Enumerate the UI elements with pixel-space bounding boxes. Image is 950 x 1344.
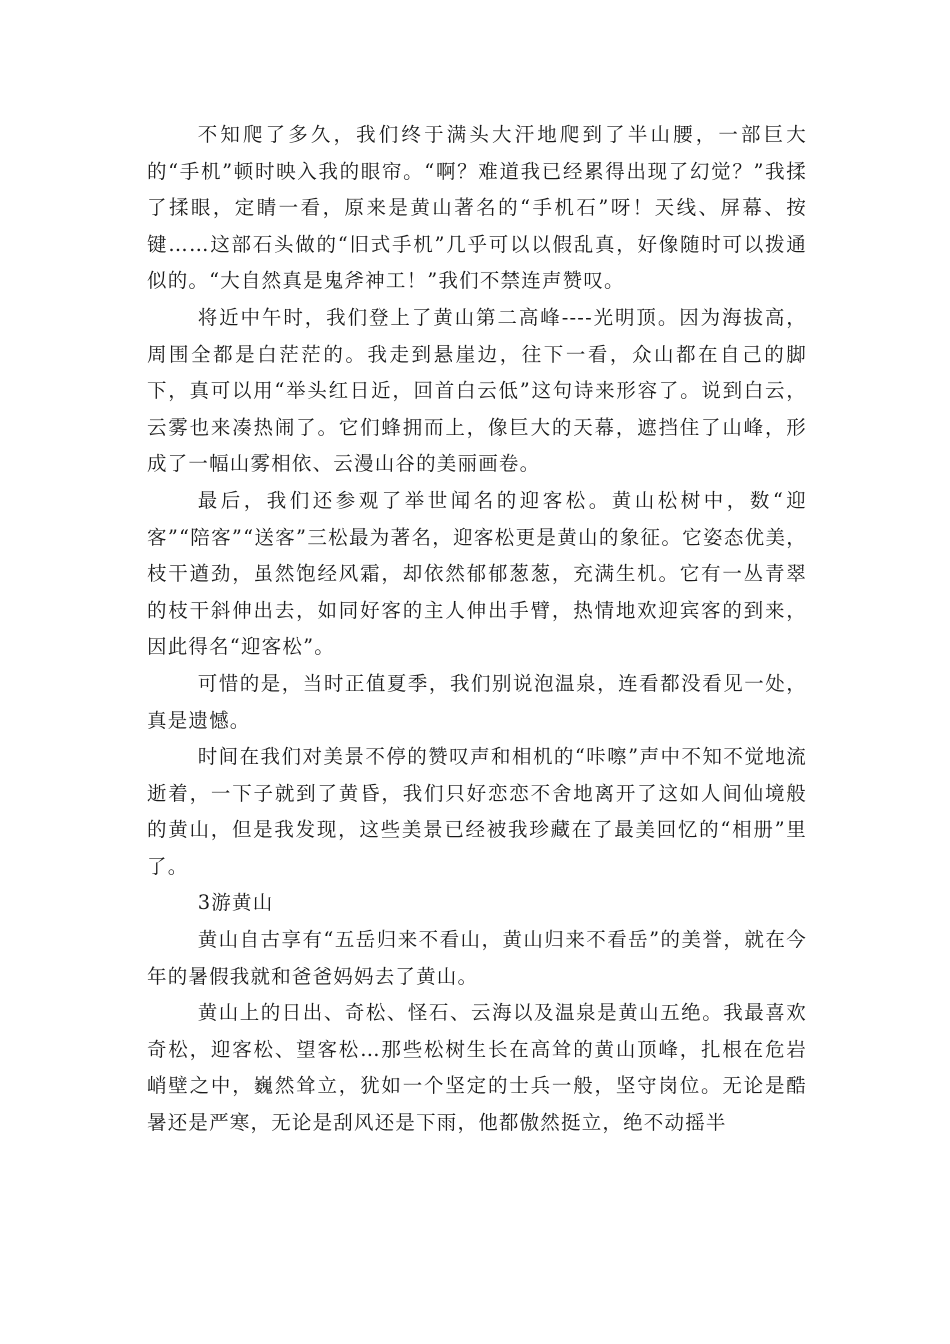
paragraph-phone-rock: 不知爬了多久，我们终于满头大汗地爬到了半山腰，一部巨大的“手机”顿时映入我的眼帘。“啊？难道我已经累得出现了幻觉？”我揉了揉眼，定睛一看，原来是黄山著名的“手机石”呀！天线、屏幕、按键……这部石头做的“旧式手机”几乎可以以假乱真，好像随时可以拨通似的。“大自然真是鬼斧神工！”我们不禁连声赞叹。	[147, 123, 807, 293]
paragraph-welcoming-pine: 最后，我们还参观了举世闻名的迎客松。黄山松树中，数“迎客”“陪客”“送客”三松最为著名，迎客松更是黄山的象征。它姿态优美，枝干遒劲，虽然饱经风霜，却依然郁郁葱葱，充满生机。它有一丛青翠的枝干斜伸出去，如同好客的主人伸出手臂，热情地欢迎宾客的到来，因此得名“迎客松”。	[147, 488, 807, 659]
document-body	[147, 117, 807, 1142]
paragraph-hot-spring: 可惜的是，当时正值夏季，我们别说泡温泉，连看都没看见一处，真是遗憾。	[147, 671, 807, 732]
paragraph-intro: 黄山自古享有“五岳归来不看山，黄山归来不看岳”的美誉，就在今年的暑假我就和爸爸妈妈去了黄山。	[147, 928, 807, 988]
paragraph-guangming-peak: 将近中午时，我们登上了黄山第二高峰----光明顶。因为海拔高，周围全都是白茫茫的。我走到悬崖边，往下一看，众山都在自己的脚下，真可以用“举头红日近，回首白云低”这句诗来形容了。说到白云，云雾也来凑热闹了。它们蜂拥而上，像巨大的天幕，遮挡住了山峰，形成了一幅山雾相依、云漫山谷的美丽画卷。	[147, 305, 807, 476]
section-heading: 3游黄山	[197, 891, 274, 915]
paragraph-five-wonders: 黄山上的日出、奇松、怪石、云海以及温泉是黄山五绝。我最喜欢奇松，迎客松、望客松…那些松树生长在高耸的黄山顶峰，扎根在危岩峭壁之中，巍然耸立，犹如一个坚定的士兵一般，坚守岗位。无论是酷暑还是严寒，无论是刮风还是下雨，他都傲然挺立，绝不动摇半	[147, 1001, 807, 1135]
paragraph-farewell: 时间在我们对美景不停的赞叹声和相机的“咔嚓”声中不知不觉地流逝着，一下子就到了黄昏，我们只好恋恋不舍地离开了这如人间仙境般的黄山，但是我发现，这些美景已经被我珍藏在了最美回忆的“相册”里了。	[147, 745, 807, 878]
